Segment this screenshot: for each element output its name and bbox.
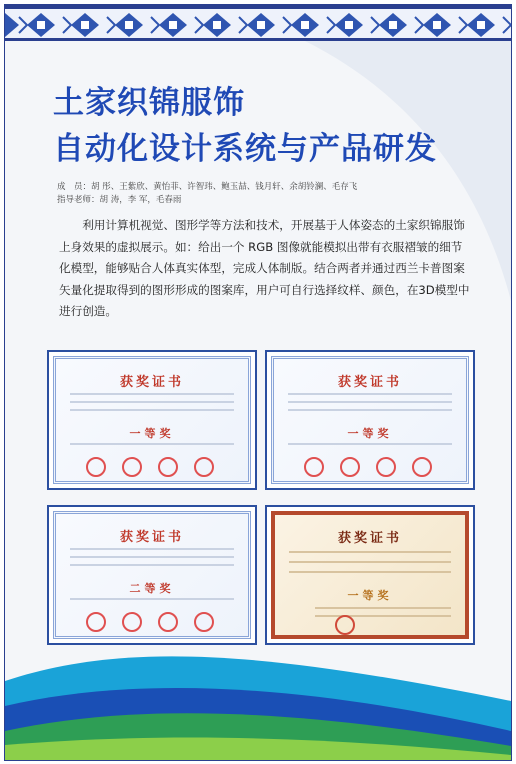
certificate-3 — [47, 505, 257, 645]
seal-icon — [86, 457, 106, 477]
certificate-award: 一等奖 — [129, 427, 175, 440]
certificate-title: 获奖证书 — [337, 375, 402, 390]
project-description: 利用计算机视觉、图形学等方法和技术，开展基于人体姿态的土家织锦服饰上身效果的虚拟展示。如：给出一个 RGB 图像就能模拟出带有衣服褶皱的细节化模型，能够贴合人体真实体型，完成人体制版。结合两者并通过西兰卡普图案矢量化提取得到的图形形成的图案库，用户可自行选择纹样、颜色，在3D模型中进行创造。 — [59, 218, 470, 318]
certificate-title: 获奖证书 — [119, 375, 184, 390]
seal-icon — [158, 612, 178, 632]
title-line-2: 自动化设计系统与产品研发 — [53, 131, 437, 167]
title-line-1: 土家织锦服饰 — [53, 85, 245, 121]
seal-icon — [86, 612, 106, 632]
poster — [4, 4, 512, 761]
certificate-award: 二等奖 — [129, 582, 175, 595]
seal-icon — [158, 457, 178, 477]
members-line: 成 员：胡 彤、王紫欣、黄怡菲、许智玮、鲍玉喆、钱月轩、余胡铃澜、毛存飞 — [57, 182, 358, 192]
seal-icon — [194, 612, 214, 632]
seal-icon — [376, 457, 396, 477]
seal-icon — [194, 457, 214, 477]
team-info — [57, 181, 357, 207]
certificate-title: 获奖证书 — [337, 531, 402, 546]
certificate-title: 获奖证书 — [119, 530, 184, 545]
seal-icon — [304, 457, 324, 477]
seal-icon — [340, 457, 360, 477]
certificate-award: 一等奖 — [347, 427, 393, 440]
certificate-1 — [47, 350, 257, 490]
seal-icon — [122, 457, 142, 477]
seal-icon — [335, 615, 355, 635]
seal-icon — [122, 612, 142, 632]
tujia-pattern-border — [5, 5, 511, 41]
advisors-line: 指导老师：胡 涛，李 军，毛春雨 — [57, 195, 182, 205]
seal-icon — [412, 457, 432, 477]
certificate-4 — [265, 505, 475, 645]
certificate-2 — [265, 350, 475, 490]
certificate-award: 一等奖 — [347, 589, 393, 602]
